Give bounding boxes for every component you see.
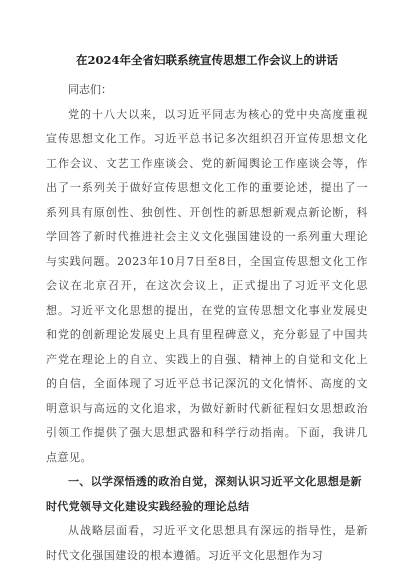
salutation: 同志们： [68, 83, 112, 96]
body-paragraph: 党的十八大以来，以习近平同志为核心的党中央高度重视宣传思想文化工作。习近平总书记多次组织召开宣传思想文化工作会议、文艺工作座谈会、党的新闻舆论工作座谈会等，作出了一系列关于做好宣传思想文化工作的重要论述，提出了一系列具有原创性、独创性、开创性的新思想新观点新论断，科学回答了新时代推进社会主义文化强国建设的一系列重大理论与实践问题。2023年10月7日至8日，全国宣传思想文化工作会议在北京召开，在这次会议上，正式提出了习近平文化思想。习近平文化思想的提出，在党的宣传思想文化事业发展史和党的创新理论发展史上具有里程碑意义，充分彰显了中国共产党在理论上的自立、实践上的自强、精神上的自觉和文化上的自信，全面体现了习近平总书记深沉的文化情怀、高度的文明意识与高远的文化追求，为做好新时代新征程妇女思想政治引领工作提供了强大思想武器和科学行动指南。下面，我讲几点意见。 [46, 107, 368, 464]
section-heading: 一、以学深悟透的政治自觉，深刻认识习近平文化思想是新时代党领导文化建设实践经验的理论总结 [46, 475, 362, 513]
document-title: 在2024年全省妇联系统宣传思想工作会议上的讲话 [75, 53, 338, 67]
section-paragraph: 从战略层面看，习近平文化思想具有深远的指导性，是新时代文化强国建设的根本遵循。习近平文化思想作为习 [46, 524, 368, 562]
